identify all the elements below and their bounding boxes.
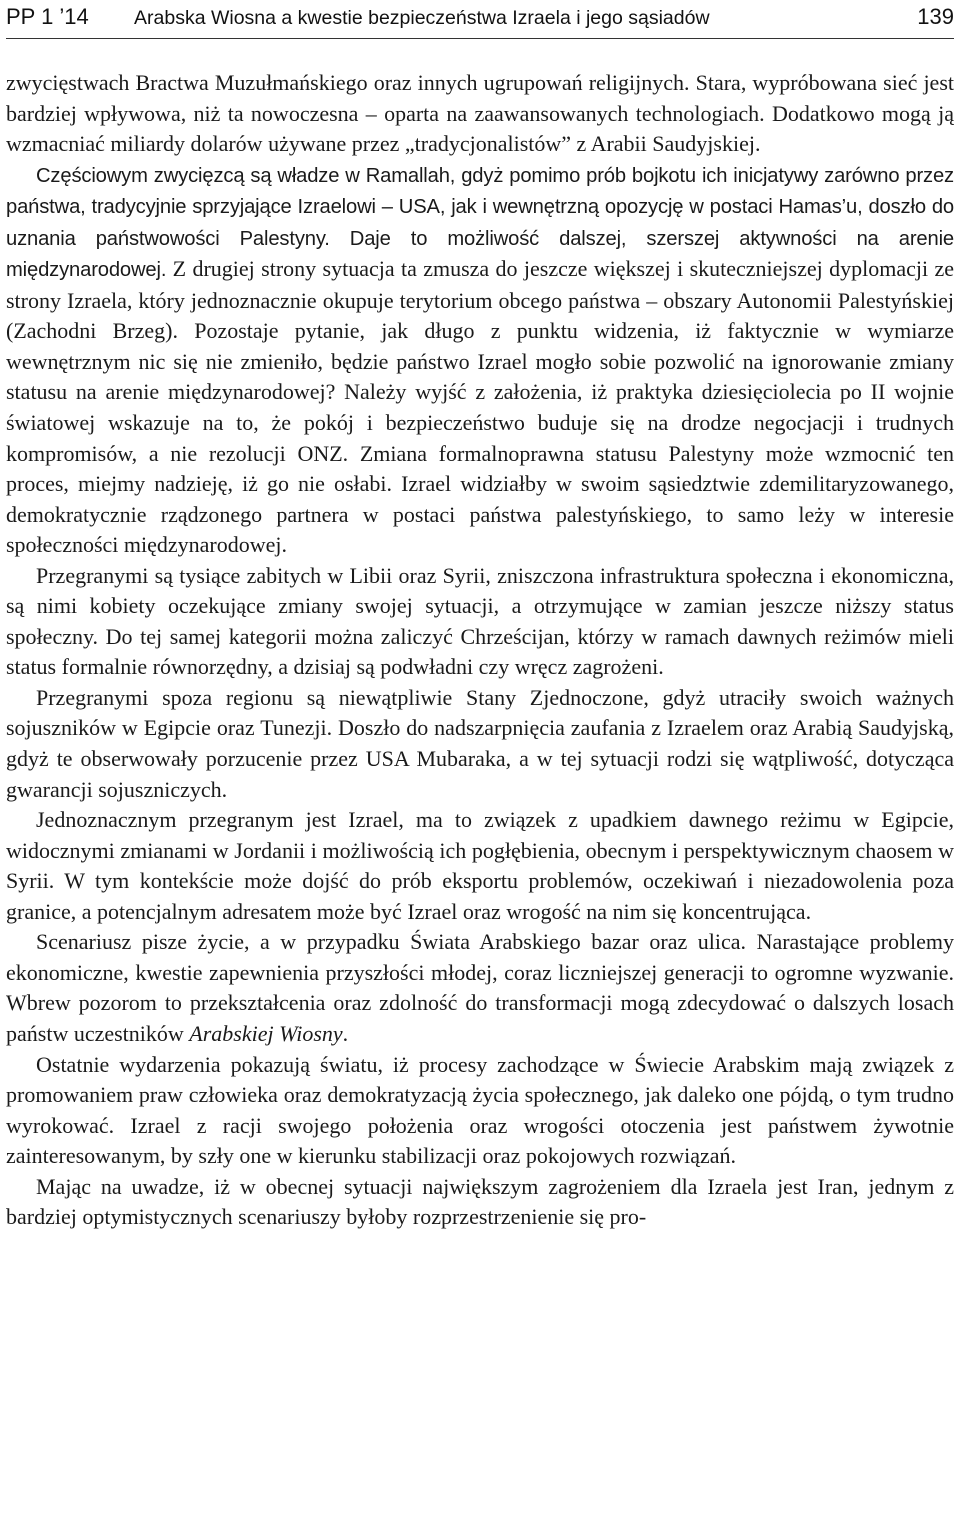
paragraph (6, 160, 954, 561)
paragraph (6, 683, 954, 805)
italic-phrase: Arabskiej Wiosny (189, 1020, 343, 1046)
paragraph-text: Przegranymi są tysiące zabitych w Libii oraz Syrii, zniszczona infrastruktura społeczna i ekonomiczna, są nimi kobiety oczekujące zmiany swojej sytuacji, a otrzymujące w zamian jeszcze niższy status społeczny. Do tej samej kategorii można zaliczyć Chrześcijan, którzy w ramach dawnych reżimów mieli status formalnie równorzędny, a dzisiaj są podwładni czy wręcz zagrożeni. (6, 562, 954, 680)
paragraph (6, 805, 954, 927)
paragraph-text: Mając na uwadze, iż w obecnej sytuacji największym zagrożeniem dla Izraela jest Iran, jednym z bardziej optymistycznych scenariuszy byłoby rozprzestrzenienie się pro- (6, 1173, 954, 1230)
paragraph-text: Scenariusz pisze życie, a w przypadku Świata Arabskiego bazar oraz ulica. Narastające problemy ekonomiczne, kwestie zapewnienia przyszłości młodej, coraz liczniejszej generacji to ogromne wyzwanie. Wbrew pozorom to przekształcenia oraz zdolność do transformacji mogą zdecydować o dalszych losach państw uczestników (6, 929, 954, 1046)
paragraph-text: Z drugiej strony sytuacja ta zmusza do jeszcze większej i skuteczniejszej dyplomacji ze strony Izraela, który jednoznacznie okupuje terytorium obcego państwa – obszary Autonomii Palestyńskiej (Zachodni Brzeg). Pozostaje pytanie, jak długo z punktu widzenia, iż faktycznie w wymiarze wewnętrznym nic się nie zmieniło, będzie państwo Izrael mogło sobie pozwolić na ignorowanie zmiany statusu na arenie międzynarodowej? Należy wyjść z założenia, iż praktyka dziesięciolecia po II wojnie światowej wskazuje na to, że pokój i bezpieczeństwo buduje się na drodze negocjacji i trudnych kompromisów, a nie rezolucji ONZ. Zmiana formalnoprawna statusu Palestyny może wzmocnić ten proces, miejmy nadzieję, iż go nie osłabi. Izrael widziałby w swoim sąsiedztwie zdemilitaryzowanego, demokratycznie rządzonego partnera w postaci państwa palestyńskiego, to samo leży w interesie społeczności międzynarodowej. (6, 256, 954, 558)
paragraph (6, 1050, 954, 1172)
paragraph (6, 561, 954, 683)
header-rule (6, 38, 954, 39)
paragraph-lead-text: Częściowym zwycięzcą są władze w Ramallah, gdyż pomimo prób bojkotu ich inicjatywy zarówno przez państwa, tradycyjnie sprzyjające Izraelowi – USA, jak i wewnętrzną opozycję w postaci Hamas’u, doszło do uznania państwowości Palestyny. Daje to możliwość dalszej, szerszej aktywności na arenie międzynarodowej. (6, 164, 954, 282)
paragraph-text: Jednoznacznym przegranym jest Izrael, ma to związek z upadkiem dawnego reżimu w Egipcie, widocznymi zmianami w Jordanii i możliwością ich pogłębienia, obecnym i perspektywicznym chaosem w Syrii. W tym kontekście może dojść do prób eksportu problemów, oczekiwań i niezadowolenia poza granice, a potencjalnym adresatem może być Izrael oraz wrogość na nim się koncentrująca. (6, 807, 954, 924)
paragraph-text: zwycięstwach Bractwa Muzułmańskiego oraz innych ugrupowań religijnych. Stara, wypróbowana sieć jest bardziej wpływowa, niż ta nowoczesna – oparta na zaawansowanych technologiach. Dodatkowo mogą ją wzmacniać miliardy dolarów używane przez „tradycjonalistów” z Arabii Saudyjskiej. (6, 70, 954, 157)
article-body (6, 68, 954, 1526)
running-title: Arabska Wiosna a kwestie bezpieczeństwa Izraela i jego sąsiadów (134, 7, 710, 29)
paragraph (6, 1172, 954, 1233)
paragraph-tail: . (342, 1020, 349, 1046)
paragraph (6, 68, 954, 160)
journal-issue: PP 1 ’14 (6, 4, 89, 29)
paragraph-text: Ostatnie wydarzenia pokazują światu, iż procesy zachodzące w Świecie Arabskim mają związek z promowaniem praw człowieka oraz demokratyzacją życia społecznego, jak daleko one pójdą, o tym trudno wyrokować. Izrael z racji swojego położenia oraz wrogości otoczenia jest państwem żywotnie zainteresowanym, by szły one w kierunku stabilizacji oraz pokojowych rozwiązań. (6, 1051, 954, 1169)
paragraph (6, 927, 954, 1049)
paragraph-text: Przegranymi spoza regionu są niewątpliwie Stany Zjednoczone, gdyż utraciły swoich ważnych sojuszników w Egipcie oraz Tunezji. Doszło do nadszarpnięcia zaufania z Izraelem oraz Arabią Saudyjską, gdyż te obserwowały porzucenie przez USA Mubaraka, a w tej sytuacji rodzi się wątpliwość, dotycząca gwarancji sojuszniczych. (6, 684, 954, 802)
running-header (6, 4, 954, 34)
page-number: 139 (917, 4, 954, 29)
